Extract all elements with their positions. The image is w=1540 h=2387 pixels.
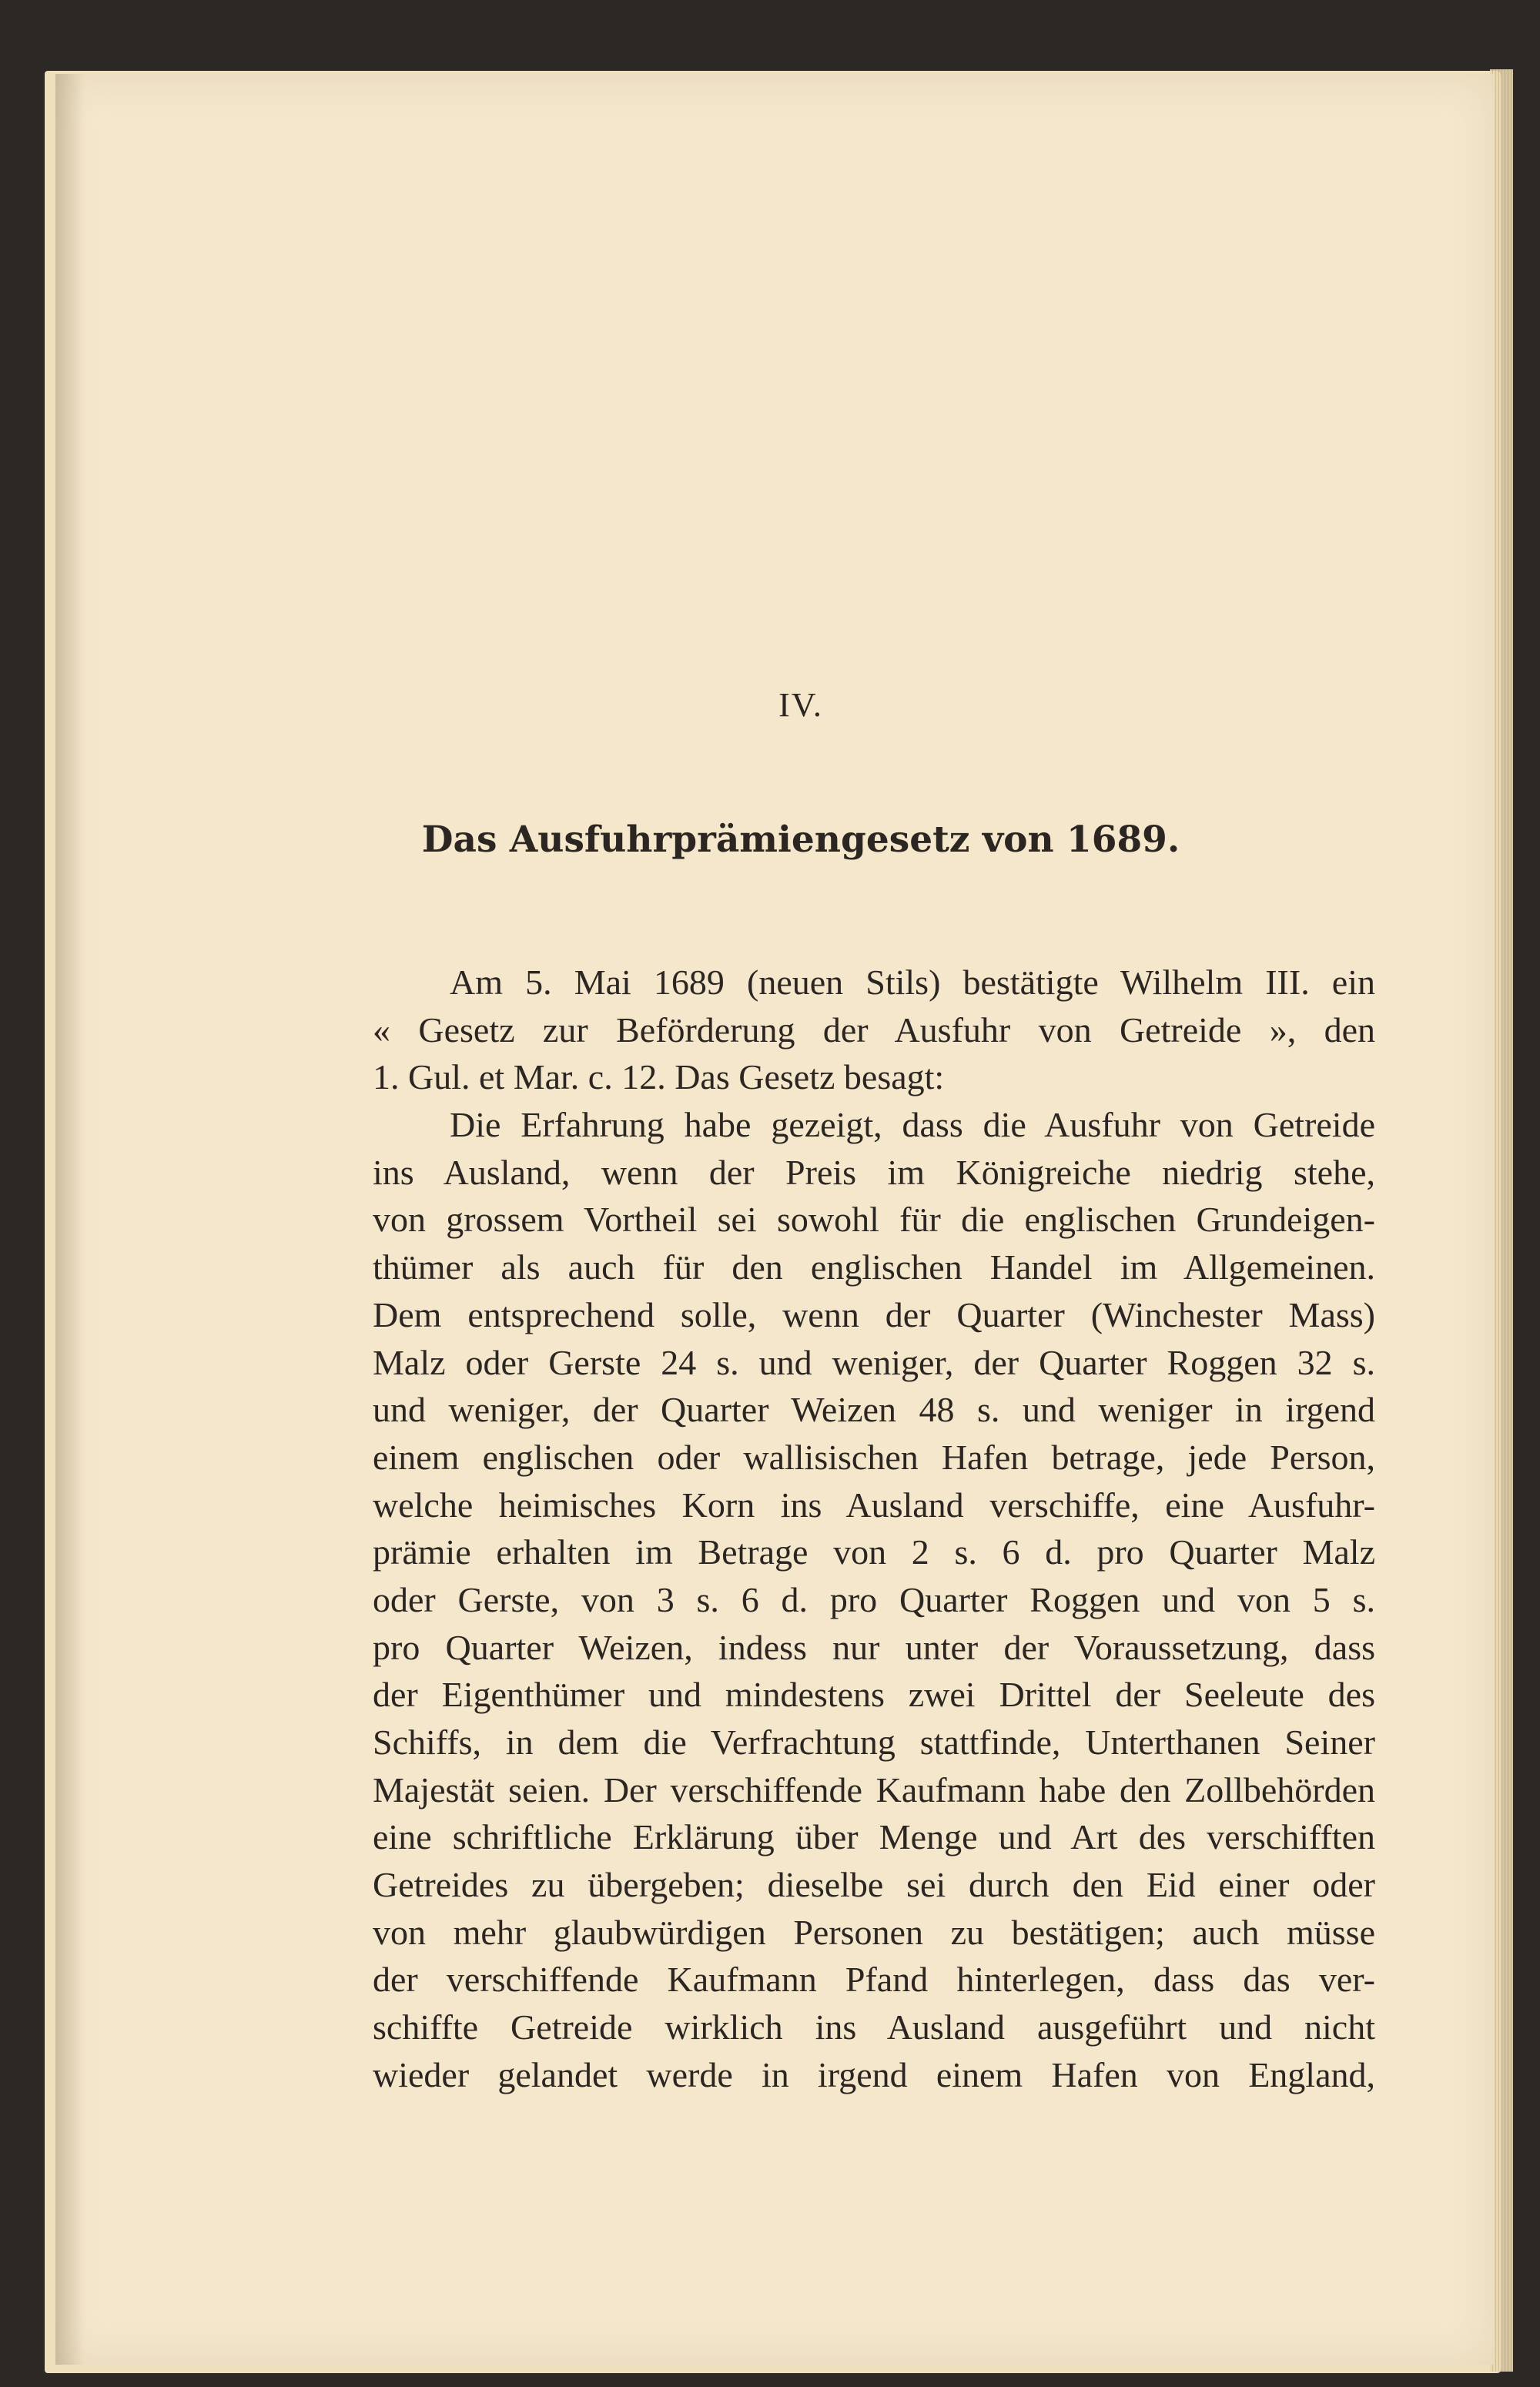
text-line: Majestät seien. Der verschiffende Kaufmann habe den Zollbehörden (373, 1769, 1375, 1810)
text-line: von grossem Vortheil sei sowohl für die englischen Grundeigen- (373, 1200, 1375, 1240)
text-line: von mehr glaubwürdigen Personen zu bestätigen; auch müsse (373, 1912, 1375, 1952)
text-line: eine schriftliche Erklärung über Menge und Art des verschifften (373, 1817, 1375, 1857)
text-line: pro Quarter Weizen, indess nur unter der Voraussetzung, dass (373, 1627, 1375, 1667)
chapter-title: Das Ausfuhrprämiengesetz von 1689. (421, 819, 1180, 861)
text-line: welche heimisches Korn ins Ausland verschiffe, eine Ausfuhr- (373, 1485, 1375, 1525)
text-line: einem englischen oder wallisischen Hafen betrage, jede Person, (373, 1437, 1375, 1477)
text-line: Die Erfahrung habe gezeigt, dass die Ausfuhr von Getreide (450, 1105, 1375, 1145)
chapter-number: IV. (778, 686, 823, 724)
text-line: ins Ausland, wenn der Preis im Königreiche niedrig stehe, (373, 1152, 1375, 1192)
text-line: Am 5. Mai 1689 (neuen Stils) bestätigte Wilhelm III. ein (450, 962, 1375, 1002)
text-line: Getreides zu übergeben; dieselbe sei durch den Eid einer oder (373, 1865, 1375, 1905)
text-line: 1. Gul. et Mar. c. 12. Das Gesetz besagt: (373, 1057, 945, 1097)
text-line: thümer als auch für den englischen Handel im Allgemeinen. (373, 1247, 1375, 1287)
text-line: Schiffs, in dem die Verfrachtung stattfinde, Unterthanen Seiner (373, 1722, 1375, 1762)
text-line: prämie erhalten im Betrage von 2 s. 6 d. pro Quarter Malz (373, 1532, 1375, 1572)
body-text (373, 959, 1375, 2099)
text-line: Dem entsprechend solle, wenn der Quarter (Winchester Mass) (373, 1294, 1375, 1334)
text-line: oder Gerste, von 3 s. 6 d. pro Quarter Roggen und von 5 s. (373, 1579, 1375, 1619)
text-line: schiffte Getreide wirklich ins Ausland ausgeführt und nicht (373, 2007, 1375, 2047)
text-line: « Gesetz zur Beförderung der Ausfuhr von Getreide », den (373, 1009, 1375, 1050)
text-line: wieder gelandet werde in irgend einem Hafen von England, (373, 2054, 1375, 2094)
text-line: und weniger, der Quarter Weizen 48 s. und weniger in irgend (373, 1390, 1375, 1430)
text-line: der Eigenthümer und mindestens zwei Drittel der Seeleute des (373, 1675, 1375, 1715)
text-line: der verschiffende Kaufmann Pfand hinterlegen, dass das ver- (373, 1960, 1375, 2000)
text-line: Malz oder Gerste 24 s. und weniger, der Quarter Roggen 32 s. (373, 1342, 1375, 1382)
